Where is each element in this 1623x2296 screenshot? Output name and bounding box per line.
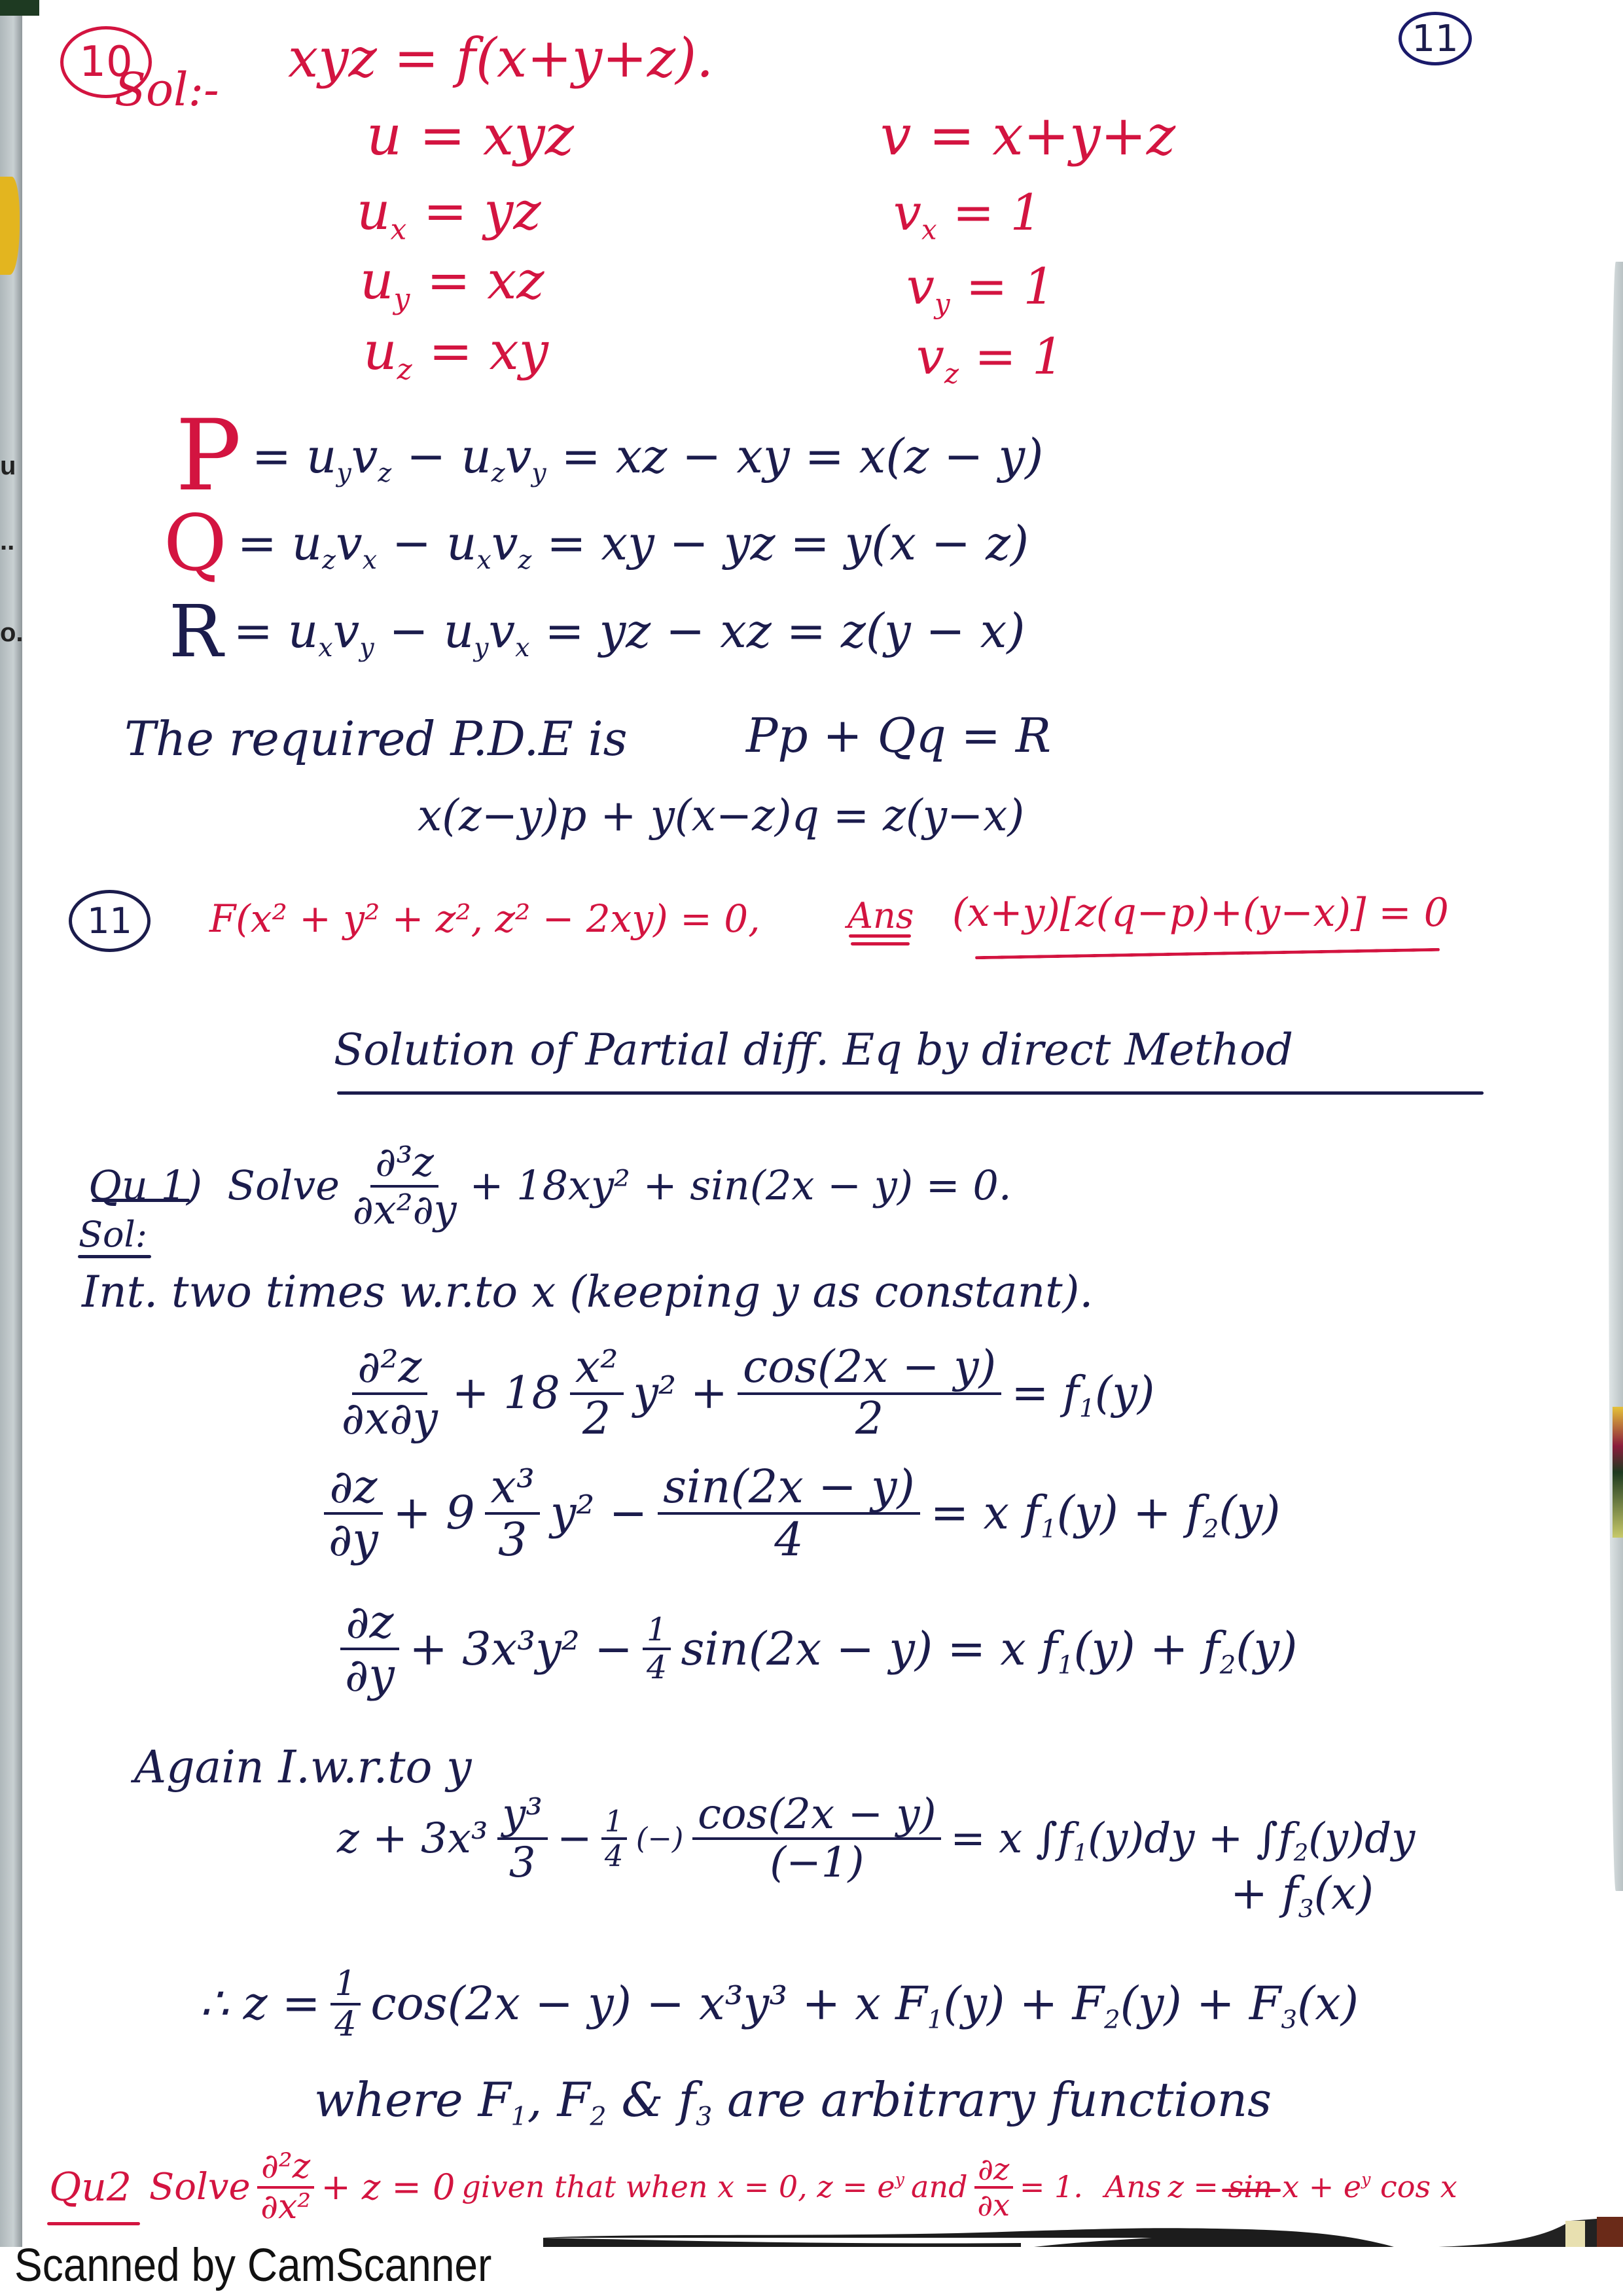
R-label: R	[169, 589, 223, 673]
rhs: = x $\int f_1(y)dy + \int f_2(y)dy$	[950, 1814, 1416, 1867]
rhs: sin(2x − y) = x $f_1(y) + f_2(y)$	[681, 1621, 1298, 1680]
condition: given that when x = 0, $z = e^y$	[461, 2169, 904, 2205]
problem11-statement	[209, 887, 760, 952]
sol-label-underline	[78, 1255, 151, 1258]
pde-intro-text: The required P.D.E is	[124, 711, 628, 767]
term: + 18	[452, 1367, 560, 1419]
question1-sol-label	[79, 1212, 147, 1258]
sol-label-text: Sol:	[79, 1214, 147, 1256]
term: z + 3x³	[337, 1814, 488, 1863]
problem-number: 10	[79, 38, 133, 86]
Q-equation	[164, 497, 1029, 588]
fraction: $\frac{\cos(2x - y)}{(-1)}$	[692, 1792, 941, 1886]
ans-label: Ans	[1105, 2169, 1162, 2205]
problem11-answer	[952, 880, 1449, 945]
fraction: $\frac{1}{4}$	[601, 1805, 627, 1873]
equation-step-1	[337, 1328, 1154, 1459]
equation-step-2	[324, 1456, 1281, 1570]
question2-statement	[49, 2149, 1457, 2225]
rhs: = x $f_1(y) + f_2(y)$	[930, 1486, 1281, 1544]
v-partial-z-text: $v_z = 1$	[916, 327, 1064, 390]
u-partial-z	[363, 321, 548, 387]
fraction: $\frac{\text{y³}}{3}$	[497, 1792, 548, 1886]
problem-number: 11	[87, 900, 132, 942]
question2-answer: $z = \sin x + e^y$ cos x	[1168, 2169, 1457, 2205]
Q-label: Q	[164, 497, 227, 588]
section-title-underline	[337, 1091, 1484, 1095]
v-def-text: v = x+y+z	[880, 103, 1176, 168]
fraction: $\frac{\sin(2x - y)}{4}$	[658, 1462, 921, 1565]
ans-underline	[849, 934, 911, 938]
note-text: where $F_1$, $F_2$ & $f_3$ are arbitrary functions	[314, 2072, 1272, 2132]
R-expression: = $u_xv_y - u_yv_x$ = yz − xz = z(y − x)	[233, 603, 1026, 663]
term: y² +	[633, 1367, 728, 1419]
ans-underline	[851, 942, 910, 945]
pde-general-text: Pp + Qq = R	[746, 708, 1052, 764]
pde-general-form	[746, 703, 1051, 769]
question1-rest: + 18xy² + sin(2x − y) = 0.	[469, 1161, 1012, 1210]
problem11-statement-text: F(x² + y² + z², z² − 2xy) = 0,	[209, 896, 760, 942]
statement-text: xyz = f(x+y+z).	[288, 27, 714, 90]
v-partial-x	[893, 183, 1042, 246]
page-number: 11	[1412, 17, 1459, 60]
answer-underline	[975, 948, 1440, 959]
question2-label: Qu2	[49, 2164, 132, 2210]
term: (−)	[635, 1821, 684, 1856]
first-derivative: $\frac{\partial z}{\partial x}$	[974, 2153, 1013, 2221]
u-partial-y	[360, 250, 544, 316]
v-partial-y	[906, 257, 1055, 320]
Q-expression: = $u_zv_x - u_xv_z$ = xy − yz = y(x − z)	[237, 515, 1029, 575]
mixed-second-derivative: $\frac{\text{∂²z}}{\partial x\partial y}$	[341, 1341, 438, 1445]
camscanner-watermark: Scanned by CamScanner	[14, 2238, 492, 2291]
arbitrary-functions-note	[314, 2061, 1272, 2140]
v-partial-z	[916, 327, 1064, 390]
sol-label-text: Sol:-	[115, 62, 219, 116]
page-number-badge	[1399, 12, 1472, 65]
scan-background-left-edge	[0, 0, 22, 2247]
partial-z-partial-y: $\frac{\partial z}{\partial y}$	[324, 1462, 383, 1565]
final-solution	[200, 1960, 1359, 2048]
problem11-answer-text: (x+y)[z(q−p)+(y−x)] = 0	[952, 890, 1449, 936]
edge-text-fragment: u	[0, 451, 16, 480]
question1-label: Qu 1)	[88, 1161, 203, 1210]
fraction: $\frac{1}{4}$	[643, 1612, 671, 1686]
term: + 9	[393, 1486, 475, 1540]
problem10-statement	[288, 26, 713, 92]
u-partial-z-text: $u_z$ = xy	[363, 321, 548, 387]
u-partial-x	[357, 181, 541, 247]
second-derivative: $\frac{\text{∂²z}}{\text{∂x²}}$	[257, 2148, 315, 2225]
equation-step-3	[340, 1590, 1297, 1708]
pde-intro	[124, 707, 628, 772]
u-definition	[366, 103, 574, 168]
integration-step-2-text: Again I.w.r.to y	[134, 1742, 472, 1794]
fraction: $\frac{1}{4}$	[330, 1965, 361, 2043]
fraction: $\frac{\cos(2x - y)}{2}$	[738, 1343, 1002, 1444]
background-color-patch	[1613, 1407, 1623, 1538]
u-partial-y-text: $u_y$ = xz	[360, 250, 544, 316]
term: + z = 0	[321, 2166, 455, 2208]
P-equation	[175, 399, 1044, 513]
question2-label-underline	[47, 2222, 140, 2225]
fraction: $\frac{\text{x³}}{3}$	[485, 1462, 540, 1565]
rhs: cos(2x − y) − x³y³ + x $F_1(y) + F_2(y) + F_3(x)$	[370, 1977, 1359, 2035]
edge-text-fragment: ..	[0, 527, 15, 556]
problem-number-badge-11	[69, 890, 151, 952]
pde-result-text: x(z−y)p + y(x−z)q = z(y−x)	[418, 790, 1025, 841]
rhs: = $f_1(y)$	[1011, 1367, 1155, 1422]
v-partial-y-text: $v_y = 1$	[906, 257, 1055, 320]
solve-label: Solve	[227, 1161, 340, 1210]
P-expression: = $u_yv_z - u_zv_y$ = xz − xy = x(z − y)	[251, 428, 1044, 488]
edge-text-fragment: o.	[0, 618, 24, 647]
section-title	[334, 1013, 1293, 1088]
integration-step-text: Int. two times w.r.to x (keeping y as constant).	[82, 1266, 1094, 1317]
term: y² −	[550, 1486, 648, 1540]
term: −	[556, 1814, 592, 1863]
equation-step-4-continued	[1230, 1867, 1374, 1923]
background-green-patch	[0, 0, 39, 16]
section-title-text: Solution of Partial diff. Eq by direct Method	[334, 1025, 1294, 1076]
v-definition	[880, 103, 1176, 168]
solution-label	[115, 60, 219, 119]
P-label: P	[175, 399, 241, 513]
solve-label: Solve	[149, 2165, 251, 2208]
question1-statement	[88, 1139, 1012, 1233]
rhs-continued: + $f_3(x)$	[1230, 1867, 1374, 1923]
term: = 1.	[1019, 2169, 1083, 2205]
ans-label-text: Ans	[847, 895, 914, 937]
u-def-text: u = xyz	[366, 103, 574, 168]
third-order-derivative: $\frac{\text{∂³z}}{\text{∂x²∂y}}$	[352, 1138, 457, 1233]
background-yellow-patch	[0, 177, 20, 275]
v-partial-x-text: $v_x = 1$	[893, 183, 1042, 246]
term: + 3x³y² −	[409, 1621, 633, 1676]
term: and	[911, 2169, 968, 2205]
partial-z-partial-y: $\frac{\partial z}{\partial y}$	[340, 1597, 399, 1701]
integration-step	[82, 1260, 1093, 1325]
u-partial-x-text: $u_x$ = yz	[357, 181, 541, 247]
R-equation	[169, 589, 1026, 673]
scan-background-right-edge	[1609, 262, 1623, 1891]
ans-underline	[1222, 2189, 1281, 2192]
question1-label-underline	[92, 1199, 190, 1202]
fraction: $\frac{\text{x²}}{2}$	[570, 1343, 624, 1444]
pde-result	[418, 788, 1024, 844]
term: ∴ z =	[200, 1977, 321, 2030]
